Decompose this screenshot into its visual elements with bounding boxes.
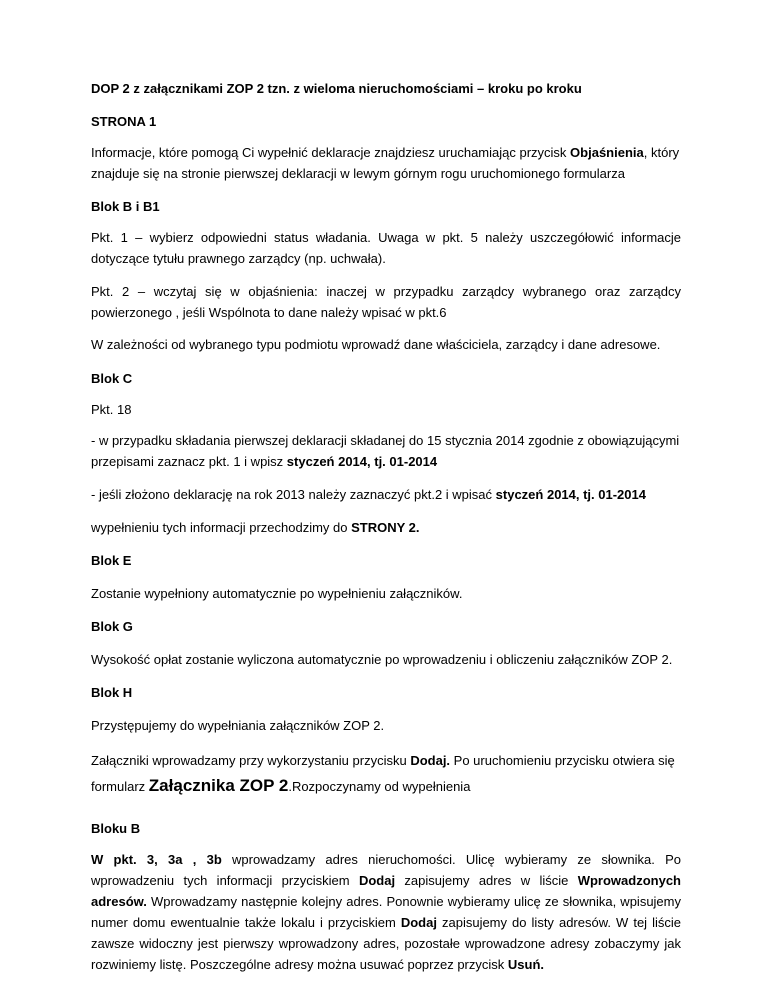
bloku-b-s4: zapisujemy adres w liście xyxy=(395,873,578,888)
bloku-b-s6: Wprowadzamy następnie kolejny adres. Ponownie wybieramy ulicę ze słownika, wpisujemy numer domu ewentualnie także lokalu i przyciskiem xyxy=(91,894,681,930)
blok-h-heading: Blok H xyxy=(91,685,133,700)
section-strona-1: STRONA 1 xyxy=(91,114,157,129)
blok-h-p2-end: .Rozpoczynamy od wypełnienia xyxy=(288,779,471,794)
document-title: DOP 2 z załącznikami ZOP 2 tzn. z wieloma nieruchomościami – kroku po kroku xyxy=(91,81,582,96)
blok-c-p2-bold: styczeń 2014, tj. 01-2014 xyxy=(495,487,646,502)
bloku-b-heading: Bloku B xyxy=(91,821,141,836)
blok-h-p2-mid: Po uruchomieniu przycisku otwiera się formularz xyxy=(91,753,675,794)
blok-c-p1-text: - w przypadku składania pierwszej deklaracji składanej do 15 stycznia 2014 zgodnie z obowiązującymi przepisami zaznacz pkt. 1 i wpisz xyxy=(91,433,680,469)
blok-c-p2-text: - jeśli złożono deklarację na rok 2013 należy zaznaczyć pkt.2 i wpisać xyxy=(91,487,496,502)
bloku-b-s7: Dodaj xyxy=(400,915,437,930)
blok-c-heading: Blok C xyxy=(91,371,133,386)
intro-paragraph xyxy=(91,142,681,184)
blok-c-p1 xyxy=(91,430,681,472)
intro-bold: Objaśnienia xyxy=(570,145,644,160)
blok-h-p2 xyxy=(91,748,681,799)
bloku-b-s1: W pkt. 3, 3a , 3b xyxy=(91,852,222,867)
blok-c-pkt: Pkt. 18 xyxy=(91,402,132,417)
blok-c-p2 xyxy=(91,484,646,505)
blok-b-b1-heading: Blok B i B1 xyxy=(91,199,160,214)
blok-b-b1-pkt2: Pkt. 2 – wczytaj się w objaśnienia: inaczej w przypadku zarządcy wybranego oraz zarządcy powierzonego , jeśli Wspólnota to dane należy wpisać w pkt.6 xyxy=(91,284,681,320)
blok-c-p1-bold: styczeń 2014, tj. 01-2014 xyxy=(286,454,438,469)
blok-h-p2-big: Załącznika ZOP 2 xyxy=(148,776,289,795)
blok-b-b1-text: W zależności od wybranego typu podmiotu wprowadź dane właściciela, zarządcy i dane adresowe. xyxy=(91,337,661,352)
blok-b-b1-pkt1: Pkt. 1 – wybierz odpowiedni status władania. Uwaga w pkt. 5 należy uszczegółowić informacje dotyczące tytułu prawnego zarządcy (np. uchwała). xyxy=(91,230,681,266)
blok-e-heading: Blok E xyxy=(91,553,132,568)
intro-text-end: , który znajduje się na stronie pierwszej deklaracji w lewym górnym rogu uruchomionego formularza xyxy=(91,145,680,181)
blok-g-heading: Blok G xyxy=(91,619,133,634)
blok-h-p2-text: Załączniki wprowadzamy przy wykorzystaniu przycisku xyxy=(91,753,411,768)
bloku-b-s9: Usuń. xyxy=(507,957,545,972)
blok-e-text: Zostanie wypełniony automatycznie po wypełnieniu załączników. xyxy=(91,586,463,601)
blok-h-text: Przystępujemy do wypełniania załączników ZOP 2. xyxy=(91,718,385,733)
blok-c-p3-bold: STRONY 2. xyxy=(351,520,420,535)
blok-g-text: Wysokość opłat zostanie wyliczona automatycznie po wprowadzeniu i obliczeniu załączników ZOP 2. xyxy=(91,652,673,667)
blok-c-p3 xyxy=(91,517,420,538)
bloku-b-s5: Wprowadzonych adresów. xyxy=(91,873,681,909)
blok-h-p2-bold: Dodaj. xyxy=(410,753,451,768)
bloku-b-s3: Dodaj xyxy=(358,873,396,888)
bloku-b-paragraph xyxy=(91,849,681,975)
bloku-b-s8: zapisujemy do listy adresów. W tej liście zawsze widoczny jest pierwszy wprowadzony adres, pozostałe wprowadzone adresy zobaczymy jak rozwiniemy listę. Poszczególne adresy można usuwać poprzez przycisk xyxy=(91,915,681,972)
intro-text: Informacje, które pomogą Ci wypełnić deklaracje znajdziesz uruchamiając przycisk xyxy=(91,145,571,160)
bloku-b-s2: wprowadzamy adres nieruchomości. Ulicę wybieramy ze słownika. Po wprowadzeniu tych informacji przyciskiem xyxy=(91,852,681,888)
blok-c-p3-text: wypełnieniu tych informacji przechodzimy do xyxy=(91,520,352,535)
